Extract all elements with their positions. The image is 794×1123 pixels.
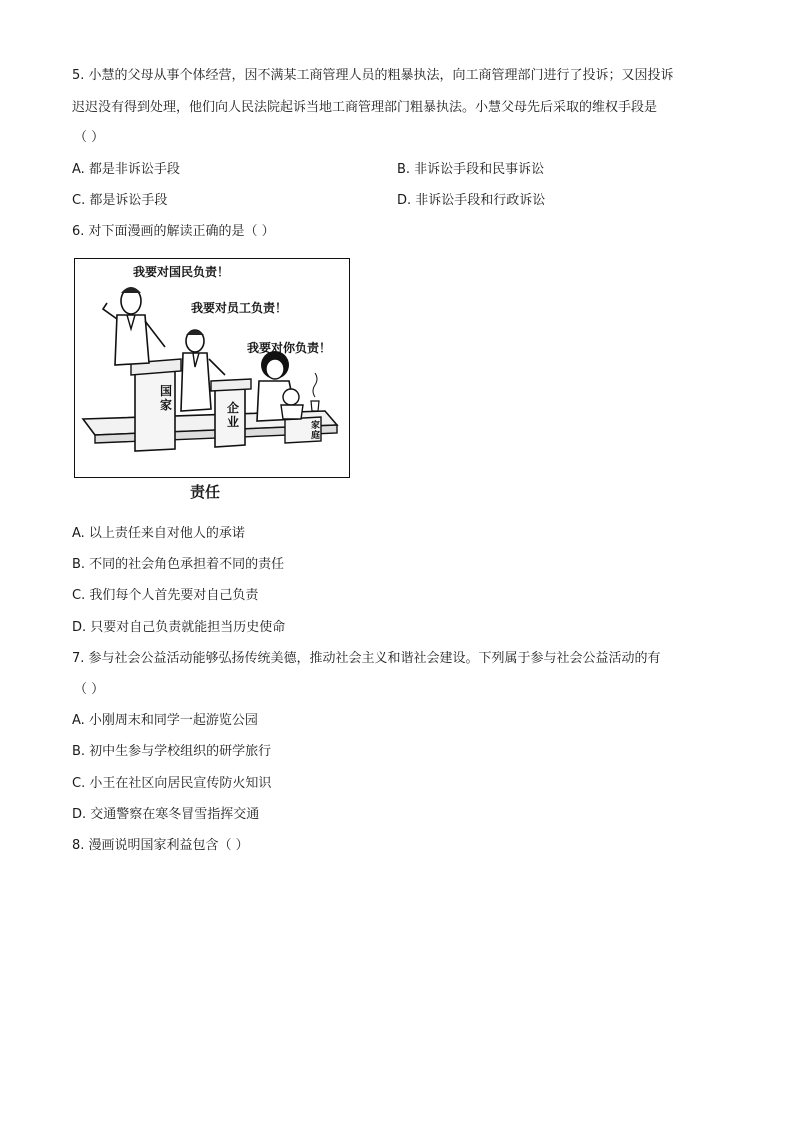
bubble-employee: 我要对员工负责！: [191, 301, 288, 315]
label-family: 家庭: [311, 421, 321, 441]
q5-option-b[interactable]: B. 非诉讼手段和民事诉讼: [397, 162, 545, 177]
q6-stem: 6. 对下面漫画的解读正确的是（ ）: [72, 224, 275, 239]
q8-stem: 8. 漫画说明国家利益包含（ ）: [72, 838, 249, 853]
q7-answer-blank: （ ）: [74, 682, 105, 697]
bubble-nation: 我要对国民负责！: [133, 265, 230, 279]
q6-option-c[interactable]: C. 我们每个人首先要对自己负责: [72, 588, 259, 603]
cartoon-caption: 责任: [190, 483, 221, 501]
q6-option-b[interactable]: B. 不同的社会角色承担着不同的责任: [72, 557, 285, 572]
q5-option-a[interactable]: A. 都是非诉讼手段: [72, 162, 180, 177]
bubble-you: 我要对你负责！: [247, 341, 332, 355]
q5-option-c[interactable]: C. 都是诉讼手段: [72, 193, 168, 208]
q5-stem-line-2: 迟迟没有得到处理，他们向人民法院起诉当地工商管理部门粗暴执法。小慧父母先后采取的维权手段是: [72, 100, 658, 115]
q7-option-c[interactable]: C. 小王在社区向居民宣传防火知识: [72, 776, 272, 791]
q5-answer-blank: （ ）: [74, 130, 105, 145]
q6-option-d[interactable]: D. 只要对自己负责就能担当历史使命: [72, 620, 286, 635]
q7-option-b[interactable]: B. 初中生参与学校组织的研学旅行: [72, 744, 272, 759]
q5-stem-line-1: 5. 小慧的父母从事个体经营，因不满某工商管理人员的粗暴执法，向工商管理部门进行了投诉；又因投诉: [72, 68, 674, 83]
q7-option-d[interactable]: D. 交通警察在寒冬冒雪指挥交通: [72, 807, 260, 822]
responsibility-cartoon: [74, 258, 350, 478]
q7-stem-line-1: 7. 参与社会公益活动能够弘扬传统美德，推动社会主义和谐社会建设。下列属于参与社会公益活动的有: [72, 651, 661, 666]
q5-option-d[interactable]: D. 非诉讼手段和行政诉讼: [397, 193, 546, 208]
label-enterprise: 企业: [227, 401, 240, 429]
cartoon-drawing: [75, 259, 349, 477]
label-nation: 国家: [160, 384, 173, 412]
q6-option-a[interactable]: A. 以上责任来自对他人的承诺: [72, 526, 245, 541]
q7-option-a[interactable]: A. 小刚周末和同学一起游览公园: [72, 713, 258, 728]
